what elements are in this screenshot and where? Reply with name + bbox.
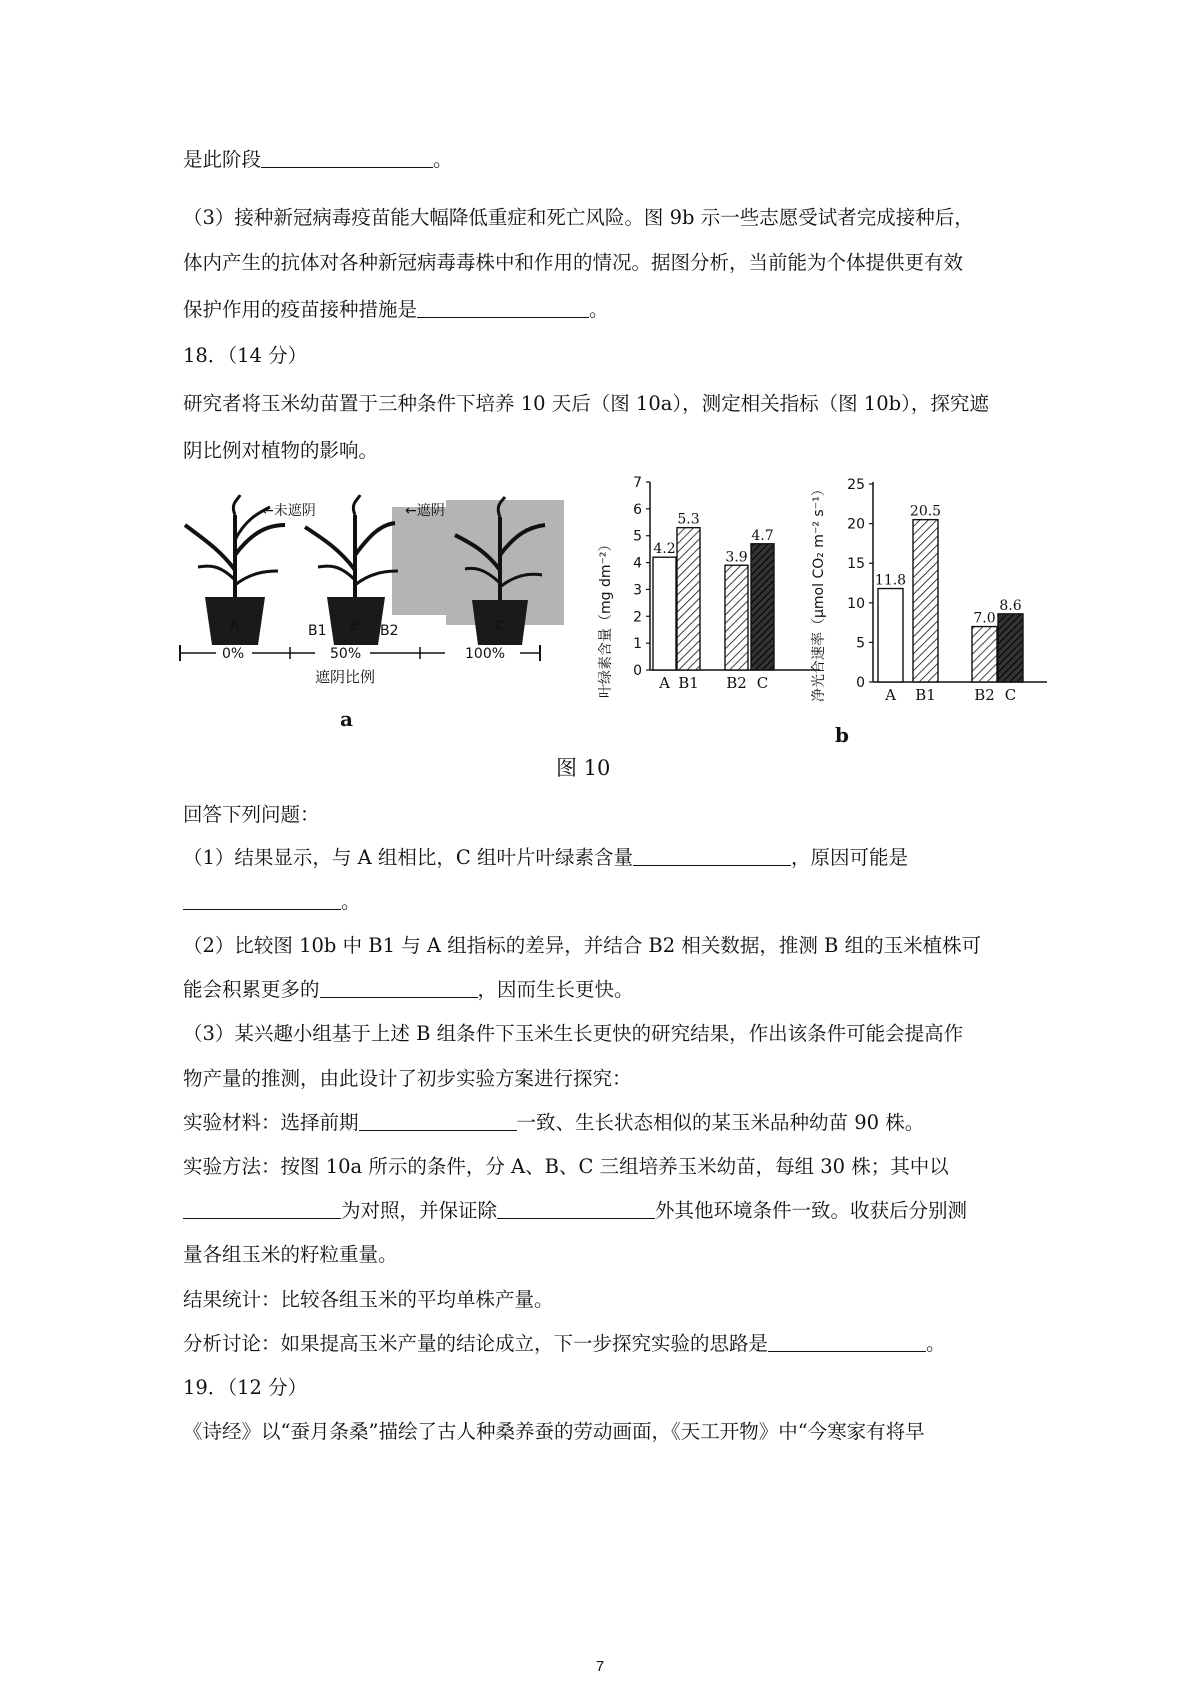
- answer-blank[interactable]: [417, 297, 589, 318]
- data-label: 20.5: [909, 503, 942, 520]
- y-tick-label: 0: [633, 663, 642, 679]
- data-label: 4.7: [751, 527, 774, 544]
- pct-100: 100%: [465, 646, 506, 662]
- y-axis-title: 叶绿素含量（mg dm⁻²）: [598, 537, 614, 698]
- y-tick-label: 5: [633, 528, 642, 545]
- text-line: 阴比例对植物的影响。: [183, 439, 379, 462]
- text-line: 。: [183, 888, 361, 916]
- category-label: B1: [678, 674, 699, 692]
- bar-b1: [677, 528, 700, 670]
- figure-label-a: a: [340, 707, 353, 731]
- category-label: A: [659, 674, 670, 692]
- text-line: 保护作用的疫苗接种措施是 。: [183, 298, 609, 321]
- answer-blank[interactable]: [183, 1198, 341, 1219]
- figure-caption: 图 10: [556, 756, 611, 780]
- label-b1: B1: [308, 623, 327, 639]
- data-label: 7.0: [973, 610, 996, 627]
- y-tick-label: 5: [856, 635, 865, 652]
- category-label: A: [885, 686, 896, 704]
- pot-label-c: C: [495, 619, 505, 634]
- y-tick-label: 7: [633, 475, 642, 491]
- text-line: 物产量的推测，由此设计了初步实验方案进行探究：: [183, 1067, 632, 1090]
- category-label: B2: [974, 686, 995, 704]
- chart-chlorophyll: [598, 470, 830, 710]
- data-label: 4.2: [653, 541, 676, 558]
- y-tick-label: 2: [633, 609, 642, 626]
- data-label: 11.8: [874, 572, 907, 589]
- y-tick-label: 0: [856, 675, 865, 691]
- text-line: （3）某兴趣小组基于上述 B 组条件下玉米生长更快的研究结果，作出该条件可能会提高作: [183, 1022, 964, 1045]
- y-tick-label: 25: [847, 477, 865, 493]
- text-line: 回答下列问题：: [183, 803, 320, 826]
- text-line: （1）结果显示，与 A 组相比，C 组叶片叶绿素含量 ，原因可能是: [183, 846, 909, 869]
- text-line: 量各组玉米的籽粒重量。: [183, 1243, 398, 1266]
- bar-b1: [913, 520, 938, 682]
- pct-0: 0%: [222, 646, 245, 662]
- text-line: 《诗经》以“蚕月条桑”描绘了古人种桑养蚕的劳动画面，《天工开物》中“今寒家有将早: [183, 1420, 925, 1443]
- pot-label-b: B: [350, 619, 359, 634]
- chart-photosynthesis: [811, 470, 1055, 720]
- text-line: 分析讨论：如果提高玉米产量的结论成立，下一步探究实验的思路是 。: [183, 1332, 946, 1355]
- answer-blank[interactable]: [633, 845, 791, 866]
- text-line: 研究者将玉米幼苗置于三种条件下培养 10 天后（图 10a），测定相关指标（图 10b），探究遮: [183, 392, 989, 415]
- label-b2: B2: [380, 623, 399, 639]
- answer-blank[interactable]: [359, 1110, 517, 1131]
- bar-b2: [972, 627, 997, 682]
- tag-unshaded: ←未遮阴: [262, 503, 316, 519]
- text-line: 是此阶段 。: [183, 148, 453, 171]
- question-number: 19．（12 分）: [183, 1376, 308, 1399]
- y-tick-label: 20: [847, 516, 865, 533]
- y-tick-label: 3: [633, 582, 642, 599]
- y-tick-label: 15: [847, 556, 865, 573]
- y-tick-label: 10: [847, 595, 865, 612]
- text-line: （3）接种新冠病毒疫苗能大幅降低重症和死亡风险。图 9b 示一些志愿受试者完成接种后，: [183, 206, 974, 229]
- text-line: （2）比较图 10b 中 B1 与 A 组指标的差异，并结合 B2 相关数据，推测 B 组的玉米植株可: [183, 934, 982, 957]
- answer-blank[interactable]: [261, 147, 433, 168]
- text-line: 体内产生的抗体对各种新冠病毒毒株中和作用的情况。据图分析，当前能为个体提供更有效: [183, 251, 964, 274]
- bar-c: [751, 544, 774, 670]
- y-tick-label: 1: [633, 636, 642, 653]
- answer-blank[interactable]: [497, 1198, 655, 1219]
- bar-b2: [725, 565, 748, 670]
- bar-a: [653, 557, 676, 670]
- question-number: 18．（14 分）: [183, 344, 308, 367]
- text-line: 为对照，并保证除 外其他环境条件一致。收获后分别测: [183, 1197, 967, 1225]
- category-label: C: [1004, 686, 1017, 704]
- figure-10a: [180, 495, 600, 755]
- category-label: B2: [726, 674, 747, 692]
- answer-blank[interactable]: [768, 1331, 926, 1352]
- bar-c: [998, 614, 1023, 682]
- data-label: 3.9: [725, 549, 748, 566]
- text-line: 实验方法：按图 10a 所示的条件，分 A、B、C 三组培养玉米幼苗，每组 30 株；其中以: [183, 1155, 949, 1178]
- text-line: 结果统计：比较各组玉米的平均单株产量。: [183, 1288, 554, 1311]
- category-label: C: [756, 674, 769, 692]
- pct-50: 50%: [330, 646, 362, 662]
- answer-blank[interactable]: [183, 889, 341, 910]
- y-tick-label: 4: [633, 555, 642, 572]
- y-tick-label: 6: [633, 501, 642, 518]
- data-label: 8.6: [999, 597, 1022, 614]
- figure-label-b: b: [835, 723, 849, 747]
- pot-label-a: A: [230, 619, 239, 634]
- bar-a: [878, 589, 903, 682]
- category-label: B1: [915, 686, 936, 704]
- shade-screen-b: [392, 507, 454, 615]
- data-label: 5.3: [677, 511, 700, 528]
- text-line: 实验材料：选择前期 一致、生长状态相似的某玉米品种幼苗 90 株。: [183, 1111, 925, 1134]
- y-axis-title: 净光合速率（μmol CO₂ m⁻² s⁻¹）: [811, 482, 827, 702]
- axis-title-shading: 遮阴比例: [315, 668, 376, 686]
- tag-shaded: ←遮阴: [405, 503, 445, 519]
- text-line: 能会积累更多的 ，因而生长更快。: [183, 978, 634, 1001]
- page-number: 7: [595, 1658, 605, 1675]
- answer-blank[interactable]: [320, 977, 478, 998]
